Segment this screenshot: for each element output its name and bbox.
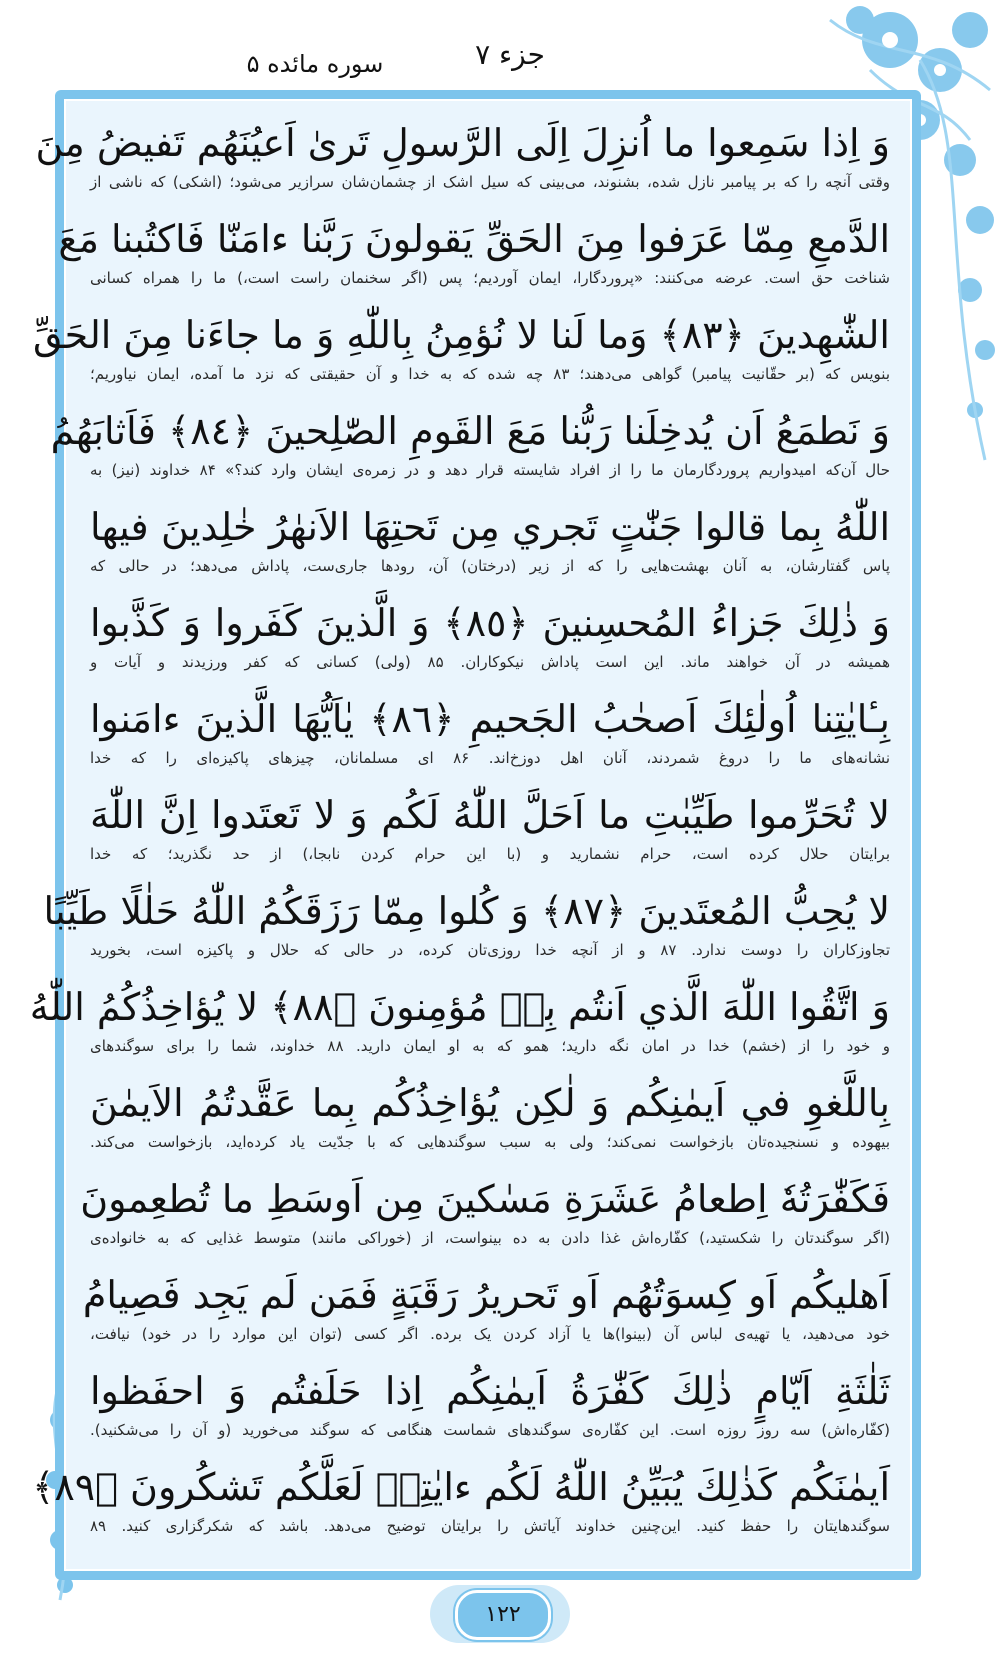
- persian-translation: بیهوده و نسنجیده‌تان بازخواست نمی‌کند؛ ولی به سبب سوگندهایی که با جدّیت یاد کرده‌اید، بازخواست می‌کند.: [90, 1133, 890, 1151]
- persian-translation: (اگر سوگندتان را شکستید،) کفّاره‌اش غذا دادن به ده بینواست، از (خوراکی مانند) متوسط غذایی که به خانواده‌ی: [90, 1229, 890, 1247]
- verse-line: [90, 691, 890, 787]
- verse-line: [82, 1267, 890, 1363]
- verse-line: [90, 787, 890, 883]
- persian-translation: بنویس که (بر حقّانیت پیامبر) گواهی می‌دهند؛ ۸۳ چه شده که به خدا و آن حقیقتی که نزد ما آمده، ایمان نیاوریم؛: [90, 365, 890, 383]
- arabic-text: لا تُحَرِّموا طَيِّبٰتِ ما اَحَلَّ اللّٰهُ لَكُم وَ لا تَعتَدوا اِنَّ اللّٰهَ: [90, 793, 890, 837]
- arabic-text: لا يُحِبُّ المُعتَدينَ ﴿٨٧﴾ وَ كُلوا مِمّا رَزَقَكُمُ اللّٰهُ حَلٰلًا طَيِّبًا: [43, 889, 890, 933]
- arabic-text: بِاللَّغوِ في اَيمٰنِكُم وَ لٰكِن يُؤاخِذُكُم بِما عَقَّدتُمُ الاَيمٰنَ: [90, 1081, 890, 1125]
- persian-translation: وقتی آنچه را که بر پیامبر نازل شده، بشنوند، می‌بینی که سیل اشک از چشمان‌شان سرازیر می‌شود؛ (اشکی) که ناشی از: [90, 173, 890, 191]
- arabic-text: اَهليكُم اَو كِسوَتُهُم اَو تَحريرُ رَقَبَةٍ فَمَن لَم يَجِد فَصِيامُ: [82, 1273, 890, 1317]
- verse-lines: [29, 115, 891, 1560]
- arabic-text: وَ نَطمَعُ اَن يُدخِلَنا رَبُّنا مَعَ القَومِ الصّٰلِحينَ ﴿٨٤﴾ فَاَثابَهُمُ: [50, 409, 890, 453]
- arabic-text: الشّٰهِدينَ ﴿٨٣﴾ وَما لَنا لا نُؤمِنُ بِاللّٰهِ وَ ما جاءَنا مِنَ الحَقِّ: [32, 313, 890, 357]
- persian-translation: سوگندهایتان را حفظ کنید. این‌چنین خداوند آیاتش را برایتان توضیح می‌دهد. باشد که شکرگزاری کنید. ۸۹: [90, 1517, 890, 1535]
- verse-line: [29, 979, 890, 1075]
- persian-translation: نشانه‌های ما را دروغ شمردند، آنان اهل دوزخ‌اند. ۸۶ ای مسلمانان، چیزهای پاکیزه‌ای را که خدا: [90, 749, 890, 767]
- verse-line: [80, 1171, 890, 1267]
- arabic-text: الدَّمعِ مِمّا عَرَفوا مِنَ الحَقِّ يَقولونَ رَبَّنا ءامَنّا فَاكتُبنا مَعَ: [58, 217, 890, 261]
- arabic-text: فَكَفّٰرَتُهٗ اِطعامُ عَشَرَةِ مَسٰكينَ مِن اَوسَطِ ما تُطعِمونَ: [80, 1177, 890, 1221]
- verse-line: [32, 1459, 890, 1555]
- verse-line: [43, 883, 890, 979]
- arabic-text: اَيمٰنَكُم كَذٰلِكَ يُبَيِّنُ اللّٰهُ لَكُم ءايٰتِهٖ لَعَلَّكُم تَشكُرونَ ﴿٨٩﴾: [32, 1465, 890, 1509]
- persian-translation: (کفّاره‌اش) سه روز روزه است. این کفّاره‌ی سوگندهای شماست هنگامی که سوگند می‌خورید (و آن را می‌شکنید).: [90, 1421, 890, 1439]
- persian-translation: و خود را از (خشم) خدا در امان نگه دارید؛ همو که به او ایمان دارید. ۸۸ خداوند، شما را برای سوگندهای: [90, 1037, 890, 1055]
- verse-line: [58, 211, 890, 307]
- verse-line: [90, 595, 890, 691]
- verse-line: [32, 307, 890, 403]
- persian-translation: برایتان حلال کرده است، حرام نشمارید و (با این حرام کردن نابجا،) از حد نگذرید؛ که خدا: [90, 845, 890, 863]
- arabic-text: وَ ذٰلِكَ جَزاءُ المُحسِنينَ ﴿٨٥﴾ وَ الَّذينَ كَفَروا وَ كَذَّبوا: [90, 601, 891, 645]
- persian-translation: حال آن‌که امیدواریم پروردگارمان ما را از افراد شایسته قرار دهد و در زمره‌ی ایشان وارد کند؟» ۸۴ خداوند (نیز) به: [90, 461, 890, 479]
- verse-line: [90, 1363, 890, 1459]
- verse-line: [50, 403, 890, 499]
- surah-label: سوره مائده ۵: [246, 50, 384, 78]
- persian-translation: تجاوزکاران را دوست ندارد. ۸۷ و از آنچه خدا روزی‌تان کرده، در حالی که حلال و پاکیزه است، بخورید: [90, 941, 890, 959]
- arabic-text: ثَلٰثَةِ اَيّامٍ ذٰلِكَ كَفّٰرَةُ اَيمٰنِكُم اِذا حَلَفتُم وَ احفَظوا: [90, 1369, 890, 1413]
- arabic-text: وَ اِذا سَمِعوا ما اُنزِلَ اِلَى الرَّسولِ تَرىٰ اَعيُنَهُم تَفيضُ مِنَ: [35, 121, 890, 165]
- arabic-text: اللّٰهُ بِما قالوا جَنّٰتٍ تَجري مِن تَحتِهَا الاَنهٰرُ خٰلِدينَ فيها: [90, 505, 891, 549]
- verse-line: [35, 115, 890, 211]
- verse-line: [90, 499, 890, 595]
- juz-label: جزء ۷: [475, 38, 545, 71]
- verse-line: [90, 1075, 890, 1171]
- persian-translation: خود می‌دهید، یا تهیه‌ی لباس آن (بینوا)ها یا آزاد کردن یک برده. اگر کسی (توان این موارد را در خود) نیافت،: [90, 1325, 890, 1343]
- persian-translation: همیشه در آن خواهند ماند. این است پاداش نیکوکاران. ۸۵ (ولی) کسانی که کفر ورزیدند و آیات و: [90, 653, 890, 671]
- persian-translation: شناخت حق است. عرضه می‌کنند: «پروردگارا، ایمان آوردیم؛ پس (اگر سخنمان راست است،) ما را همراه کسانی: [90, 269, 890, 287]
- arabic-text: وَ اتَّقُوا اللّٰهَ الَّذي اَنتُم بِهٖ مُؤمِنونَ ﴿٨٨﴾ لا يُؤاخِذُكُمُ اللّٰهُ: [29, 985, 890, 1029]
- page-number: ۱۲۲: [455, 1590, 551, 1640]
- persian-translation: پاس گفتارشان، به آنان بهشت‌هایی را که از زیر (درختان) آن، رودها جاری‌ست، پاداش می‌دهد؛ در حالی که: [90, 557, 890, 575]
- arabic-text: بِـٔايٰتِنا اُولٰئِكَ اَصحٰبُ الجَحيمِ ﴿٨٦﴾ يٰاَيُّهَا الَّذينَ ءامَنوا: [90, 697, 890, 741]
